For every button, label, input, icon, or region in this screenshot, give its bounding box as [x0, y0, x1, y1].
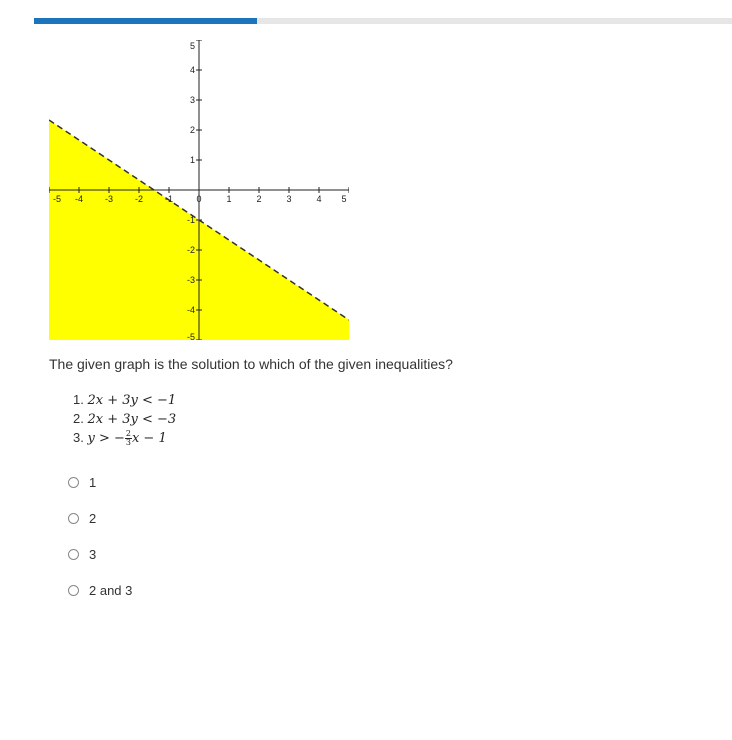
y-tick-label: -5	[186, 332, 195, 340]
inequality-list	[73, 390, 176, 447]
radio-button[interactable]	[68, 585, 79, 596]
inequality-expression-prefix: y > −	[87, 431, 125, 446]
inequality-expression: 2x + 3y < −1	[87, 393, 177, 408]
y-tick-label: 5	[189, 41, 195, 51]
inequality-expression: 2x + 3y < −3	[87, 412, 177, 427]
x-tick-label: -2	[134, 194, 144, 204]
x-tick-label: -3	[104, 194, 114, 204]
x-tick-label: 4	[316, 194, 322, 204]
progress-bar-fill	[34, 18, 257, 24]
radio-button[interactable]	[68, 513, 79, 524]
x-tick-label: -1	[164, 194, 174, 204]
choice-label: 1	[89, 475, 97, 490]
choice-2[interactable]	[68, 511, 96, 526]
inequality-expression-suffix: x − 1	[131, 431, 167, 446]
x-tick-label: 5	[341, 194, 347, 204]
inequality-item	[73, 428, 176, 447]
y-tick-label: -1	[186, 215, 195, 225]
y-tick-label: 4	[189, 65, 195, 75]
inequality-item	[73, 409, 176, 428]
x-tick-label: -5	[52, 194, 62, 204]
fraction	[125, 430, 132, 447]
radio-button[interactable]	[68, 549, 79, 560]
choice-3[interactable]	[68, 547, 96, 562]
fraction-denominator: 3	[125, 438, 131, 448]
question-text: The given graph is the solution to which of the given inequalities?	[49, 356, 453, 372]
y-tick-label: 2	[189, 125, 195, 135]
inequality-graph	[49, 40, 349, 340]
inequality-item	[73, 390, 176, 409]
choice-label: 2	[89, 511, 97, 526]
x-tick-label: -4	[74, 194, 84, 204]
y-tick-label: 1	[189, 155, 195, 165]
choice-label: 2 and 3	[89, 583, 133, 598]
inequality-number: 3.	[73, 430, 84, 445]
x-tick-label: 0	[196, 194, 202, 204]
x-tick-label: 3	[286, 194, 292, 204]
choice-label: 3	[89, 547, 97, 562]
inequality-number: 2.	[73, 411, 84, 426]
y-tick-label: -3	[186, 275, 195, 285]
progress-bar	[34, 18, 732, 24]
choice-1[interactable]	[68, 475, 96, 490]
y-tick-label: 3	[189, 95, 195, 105]
x-tick-label: 1	[226, 194, 232, 204]
x-tick-label: 2	[256, 194, 262, 204]
y-tick-label: -2	[186, 245, 195, 255]
choice-2-and-3[interactable]	[68, 583, 132, 598]
y-tick-label: -4	[186, 305, 195, 315]
inequality-number: 1.	[73, 392, 84, 407]
radio-button[interactable]	[68, 477, 79, 488]
fraction-numerator: 2	[125, 429, 131, 439]
